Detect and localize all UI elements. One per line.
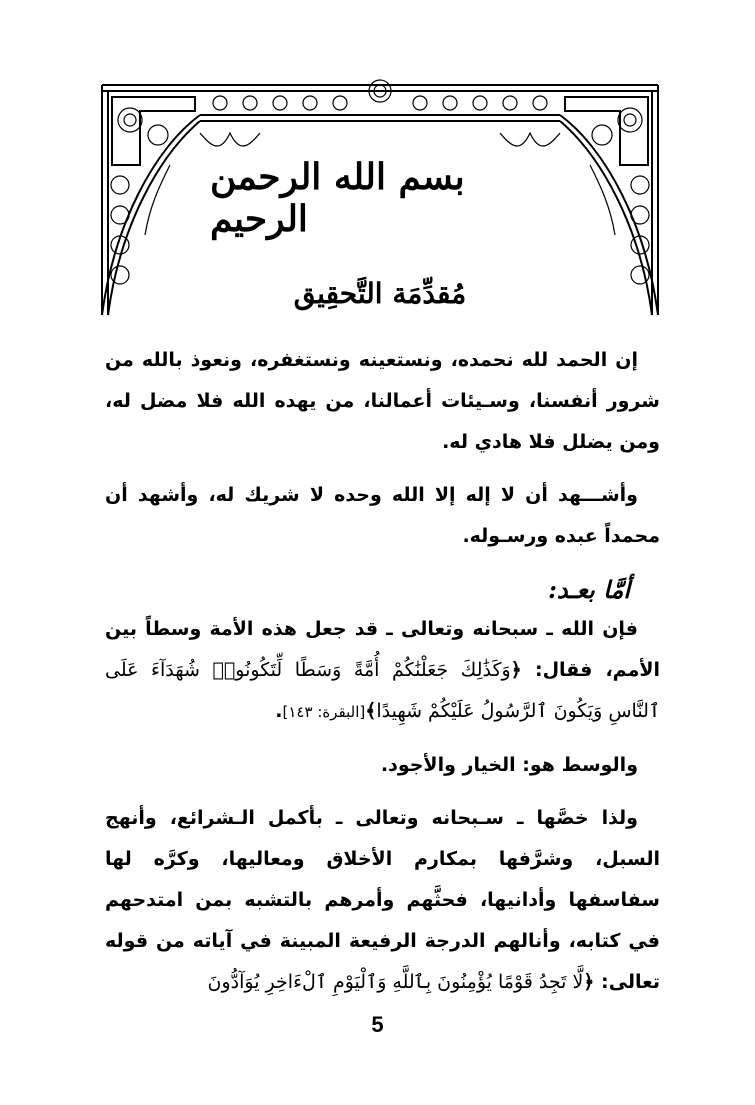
verse-reference: [البقرة: ١٤٣]: [282, 703, 366, 721]
page-title: مُقدِّمَة التَّحقِيق: [293, 276, 467, 310]
section-subheading: أمَّا بعـد:: [548, 575, 630, 604]
paragraph: إن الحمد لله نحمده، ونستعينه ونستغفره، ونعوذ بالله من شرور أنفسنا، وسـيئات أعمالنا، من يهده الله فلا مضل له، ومن يضلل فلا هادي له.: [105, 349, 660, 453]
document-body: [105, 340, 660, 1015]
paragraph: وأشـــهد أن لا إله إلا الله وحده لا شريك له، وأشهد أن محمداً عبده ورسـوله.: [105, 484, 660, 547]
paragraph-with-verse: [105, 609, 660, 733]
verse-close-bracket: ﴾: [365, 700, 377, 722]
sentence-end: .: [275, 700, 283, 722]
paragraph-text: فإن الله ـ سبحانه وتعالى ـ قد جعل هذه الأمة وسطاً بين الأمم، فقال:: [105, 618, 660, 681]
page-number: 5: [371, 1012, 384, 1037]
paragraph-text: ولذا خصَّها ـ سـبحانه وتعالى ـ بأكمل الـشرائع، وأنهج السبل، وشرَّفها بمكارم الأخلاق ومعاليها، وكرَّه لها سفاسفها وأدانيها، فحثَّهم وأمرهم بالتشبه بمن امتدحهم في كتابه، وأنالهم الدرجة الرفيعة المبينة في آياته من قوله تعالى:: [105, 807, 660, 993]
basmala: بسم الله الرحمن الرحيم: [210, 156, 465, 240]
verse-open-bracket: ﴿: [510, 659, 522, 681]
verse-open-bracket: ﴿: [583, 971, 595, 993]
quran-verse: وَكَذَٰلِكَ جَعَلْنَٰكُمْ أُمَّةً وَسَطًا لِّتَكُونُوا۟ شُهَدَآءَ عَلَى ٱلنَّاسِ وَيَكُونَ ٱلرَّسُولُ عَلَيْكُمْ شَهِيدًا: [105, 659, 660, 722]
quran-verse: لَّا تَجِدُ قَوْمًا يُؤْمِنُونَ بِٱللَّهِ وَٱلْيَوْمِ ٱلْءَاخِرِ يُوَآدُّونَ: [207, 971, 584, 993]
paragraph: والوسط هو: الخيار والأجود.: [380, 754, 638, 776]
paragraph-with-verse: [105, 798, 660, 1003]
